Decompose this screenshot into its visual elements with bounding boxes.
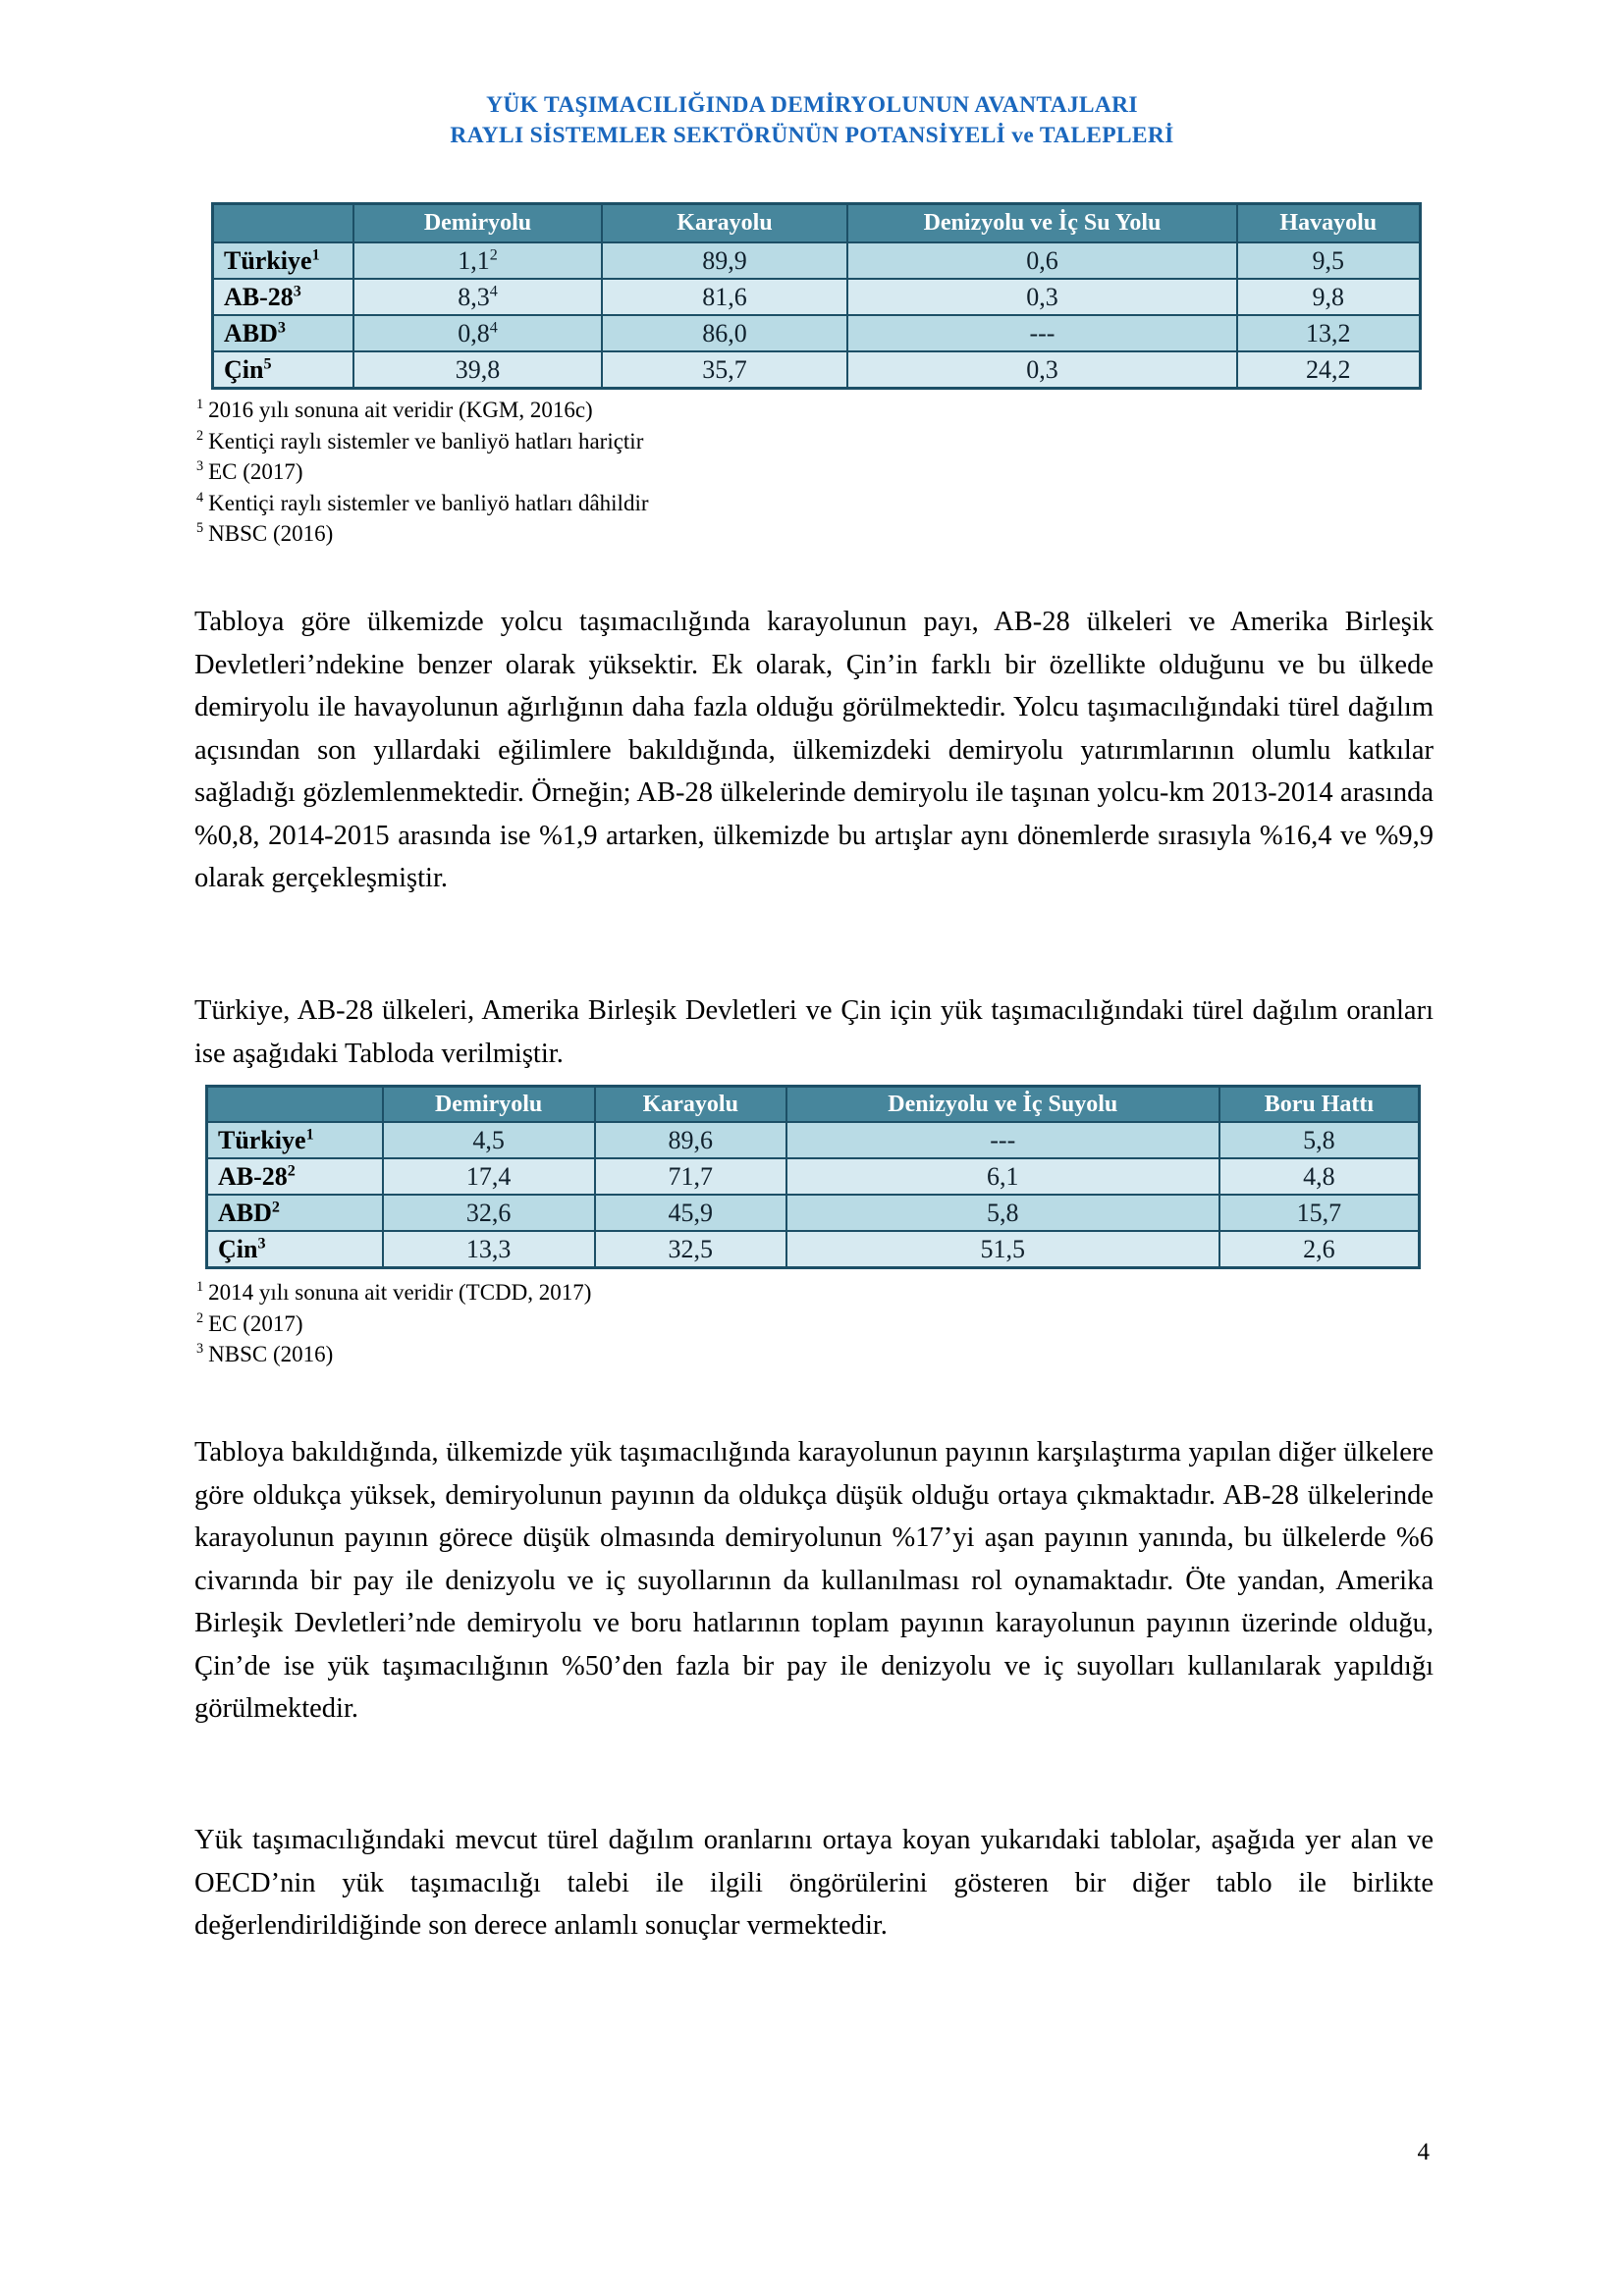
header-row — [207, 1087, 1420, 1123]
footnote: $^3$ NBSC (2016) — [196, 1341, 334, 1366]
footnote: $^5$ NBSC (2016) — [196, 520, 334, 546]
data-cell: --- — [847, 315, 1236, 351]
footnote: $^1$ 2014 yılı sonuna ait veridir (TCDD, 2017) — [196, 1279, 592, 1305]
passenger-mode-share-table — [211, 202, 1422, 390]
table-row — [207, 1158, 1420, 1195]
data-cell: 39,8 — [353, 351, 601, 389]
data-cell: 51,5 — [786, 1231, 1219, 1268]
data-cell: 32,5 — [595, 1231, 786, 1268]
data-cell: 71,7 — [595, 1158, 786, 1195]
document-title-line1: YÜK TAŞIMACILIĞINDA DEMİRYOLUNUN AVANTAJLARI — [486, 92, 1138, 118]
header-row — [213, 204, 1421, 243]
table-row — [207, 1231, 1420, 1268]
data-cell: 6,1 — [786, 1158, 1219, 1195]
data-cell: 9,5 — [1237, 242, 1421, 279]
data-cell: 5,8 — [786, 1195, 1219, 1231]
column-header: Demiryolu — [383, 1087, 595, 1123]
data-cell: 89,6 — [595, 1122, 786, 1158]
corner-cell — [213, 204, 354, 243]
data-cell: 4,8 — [1219, 1158, 1420, 1195]
column-header: Havayolu — [1237, 204, 1421, 243]
data-cell: --- — [786, 1122, 1219, 1158]
document-header — [0, 90, 1624, 151]
column-header: Denizyolu ve İç Suyolu — [786, 1087, 1219, 1123]
row-label: $AB-28^3$ — [213, 279, 354, 315]
footnote: $^1$ 2016 yılı sonuna ait veridir (KGM, 2016c) — [196, 397, 593, 422]
body-paragraph-3: Tabloya bakıldığında, ülkemizde yük taşımacılığında karayolunun payının karşılaştırma yapılan diğer ülkelere göre oldukça yüksek, demiryolunun payının da oldukça düşük olduğu ortaya çıkmaktadır. AB-28 ülkelerinde karayolunun payının görece düşük olmasında demiryolunun %17’yi aşan payının yanında, bu ülkelerde %6 civarında bir pay ile denizyolu ve iç suyollarının da kullanılması rol oynamaktadır. Öte yandan, Amerika Birleşik Devletleri’nde demiryolu ve boru hatlarının toplam payının karayolunun payının üzerinde olduğu, Çin’de ise yük taşımacılığının %50’den fazla bir pay ile denizyolu ve iç suyolları kullanılarak yapıldığı görülmektedir. — [194, 1437, 1434, 1724]
table-row — [213, 279, 1421, 315]
page-number: 4 — [1417, 2139, 1430, 2165]
data-cell: 15,7 — [1219, 1195, 1420, 1231]
data-cell: 89,9 — [602, 242, 848, 279]
body-paragraph-2: Türkiye, AB-28 ülkeleri, Amerika Birleşik Devletleri ve Çin için yük taşımacılığındaki türel dağılım oranları ise aşağıdaki Tabloda verilmiştir. — [194, 995, 1434, 1069]
data-cell: 35,7 — [602, 351, 848, 389]
data-cell: 32,6 — [383, 1195, 595, 1231]
column-header: Boru Hattı — [1219, 1087, 1420, 1123]
data-cell: $8,3^4$ — [353, 279, 601, 315]
footnote: $^3$ EC (2017) — [196, 458, 303, 484]
column-header: Karayolu — [595, 1087, 786, 1123]
data-cell: 0,3 — [847, 351, 1236, 389]
body-paragraph-4: Yük taşımacılığındaki mevcut türel dağılım oranlarını ortaya koyan yukarıdaki tablolar, aşağıda yer alan ve OECD’nin yük taşımacılığı talebi ile ilgili öngörülerini gösteren bir diğer tablo ile birlikte değerlendirildiğinde son derece anlamlı sonuçlar vermektedir. — [194, 1825, 1434, 1941]
body-paragraph-1: Tabloya göre ülkemizde yolcu taşımacılığında karayolunun payı, AB-28 ülkeleri ve Amerika Birleşik Devletleri’ndekine benzer olarak yüksektir. Ek olarak, Çin’in farklı bir özellikte olduğunu ve bu ülkede demiryolu ile havayolunun ağırlığının daha fazla olduğu görülmektedir. Yolcu taşımacılığındaki türel dağılım açısından son yıllardaki eğilimlere bakıldığında, ülkemizdeki demiryolu yatırımlarının olumlu katkılar sağladığı gözlemlenmektedir. Örneğin; AB-28 ülkelerinde demiryolu ile taşınan yolcu-km 2013-2014 arasında %0,8, 2014-2015 arasında ise %1,9 artarken, ülkemizde bu artışlar aynı dönemlerde sırasıyla %16,4 ve %9,9 olarak gerçekleşmiştir. — [194, 607, 1434, 893]
table2-footnotes — [196, 1277, 591, 1370]
row-label: ABD$^3$ — [213, 315, 354, 351]
data-cell: 24,2 — [1237, 351, 1421, 389]
table-row — [207, 1122, 1420, 1158]
row-label: Türkiye$^1$ — [207, 1122, 383, 1158]
data-cell: 13,2 — [1237, 315, 1421, 351]
data-cell: 17,4 — [383, 1158, 595, 1195]
data-cell: 13,3 — [383, 1231, 595, 1268]
row-label: Türkiye$^1$ — [213, 242, 354, 279]
row-label: Çin$^5$ — [213, 351, 354, 389]
column-header: Denizyolu ve İç Su Yolu — [847, 204, 1236, 243]
data-cell: 86,0 — [602, 315, 848, 351]
data-cell: $1,1^2$ — [353, 242, 601, 279]
corner-cell — [207, 1087, 383, 1123]
freight-mode-share-table — [205, 1085, 1421, 1269]
data-cell: 9,8 — [1237, 279, 1421, 315]
table1-footnotes — [196, 395, 649, 550]
data-cell: 2,6 — [1219, 1231, 1420, 1268]
document-title-line2: RAYLI SİSTEMLER SEKTÖRÜNÜN POTANSİYELİ ve TALEPLERİ — [450, 123, 1174, 148]
footnote: $^2$ EC (2017) — [196, 1309, 303, 1336]
column-header: Karayolu — [602, 204, 848, 243]
data-cell: 45,9 — [595, 1195, 786, 1231]
table-row — [207, 1195, 1420, 1231]
row-label: $AB-28^2$ — [207, 1158, 383, 1195]
data-cell: 5,8 — [1219, 1122, 1420, 1158]
footnote: $^2$ Kentiçi raylı sistemler ve banliyö hatları hariçtir — [196, 427, 644, 454]
data-cell: 81,6 — [602, 279, 848, 315]
row-label: Çin$^3$ — [207, 1231, 383, 1268]
table-row — [213, 242, 1421, 279]
data-cell: 4,5 — [383, 1122, 595, 1158]
footnote: $^4$ Kentiçi raylı sistemler ve banliyö hatları dâhildir — [196, 489, 649, 515]
data-cell: 0,6 — [847, 242, 1236, 279]
data-cell: $0,8^4$ — [353, 315, 601, 351]
table-row — [213, 315, 1421, 351]
table-row — [213, 351, 1421, 389]
column-header: Demiryolu — [353, 204, 601, 243]
data-cell: 0,3 — [847, 279, 1236, 315]
row-label: ABD$^2$ — [207, 1195, 383, 1231]
